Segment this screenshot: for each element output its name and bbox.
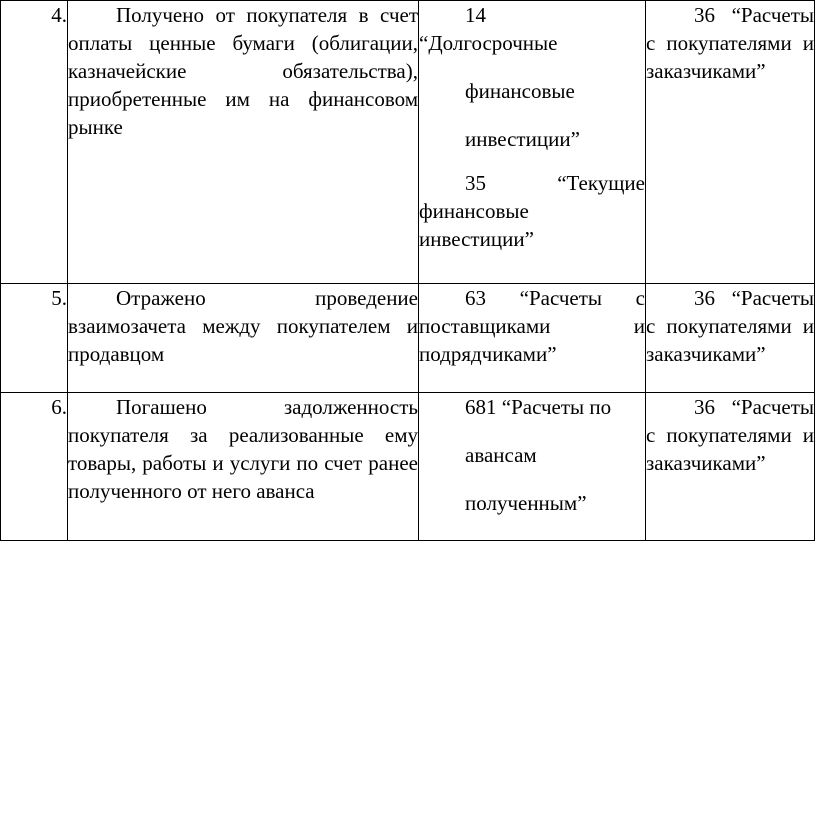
debit-account-line: 63 “Расчеты с поставщиками и подрядчиками” [419,286,645,366]
debit-account-line: авансам [465,443,537,467]
table-row [1,1,815,284]
table-row [1,284,815,393]
row-number: 6. [1,393,68,541]
debit-account-line: 14 [465,3,486,27]
debit-account-line: 681 “Расчеты по [465,395,612,419]
table-row [1,393,815,541]
debit-account-line: финансовые [465,79,575,103]
debit-account-line: 35 “Текущие финансовые инвестиции” [419,171,645,251]
debit-account [419,1,646,284]
debit-account [419,393,646,541]
debit-account-line: полученным” [465,491,587,515]
credit-account: 36 “Расчеты с покупателями и заказчиками” [646,393,815,541]
row-number: 5. [1,284,68,393]
row-number: 4. [1,1,68,284]
debit-account-line: “Долгосрочные [419,31,558,55]
credit-account: 36 “Расчеты с покупателями и заказчиками” [646,1,815,284]
operation-description: Погашено задолженность покупателя за реализованные ему товары, работы и услуги по счет ранее полученного от него аванса [68,393,419,541]
credit-account: 36 “Расчеты с покупателями и заказчиками” [646,284,815,393]
operation-description: Отражено проведение взаимозачета между покупателем и продавцом [68,284,419,393]
debit-account [419,284,646,393]
debit-account-line: инвестиции” [465,127,580,151]
operation-description: Получено от покупателя в счет оплаты ценные бумаги (облигации, казначейские обязательства), приобретенные им на финансовом рынке [68,1,419,284]
